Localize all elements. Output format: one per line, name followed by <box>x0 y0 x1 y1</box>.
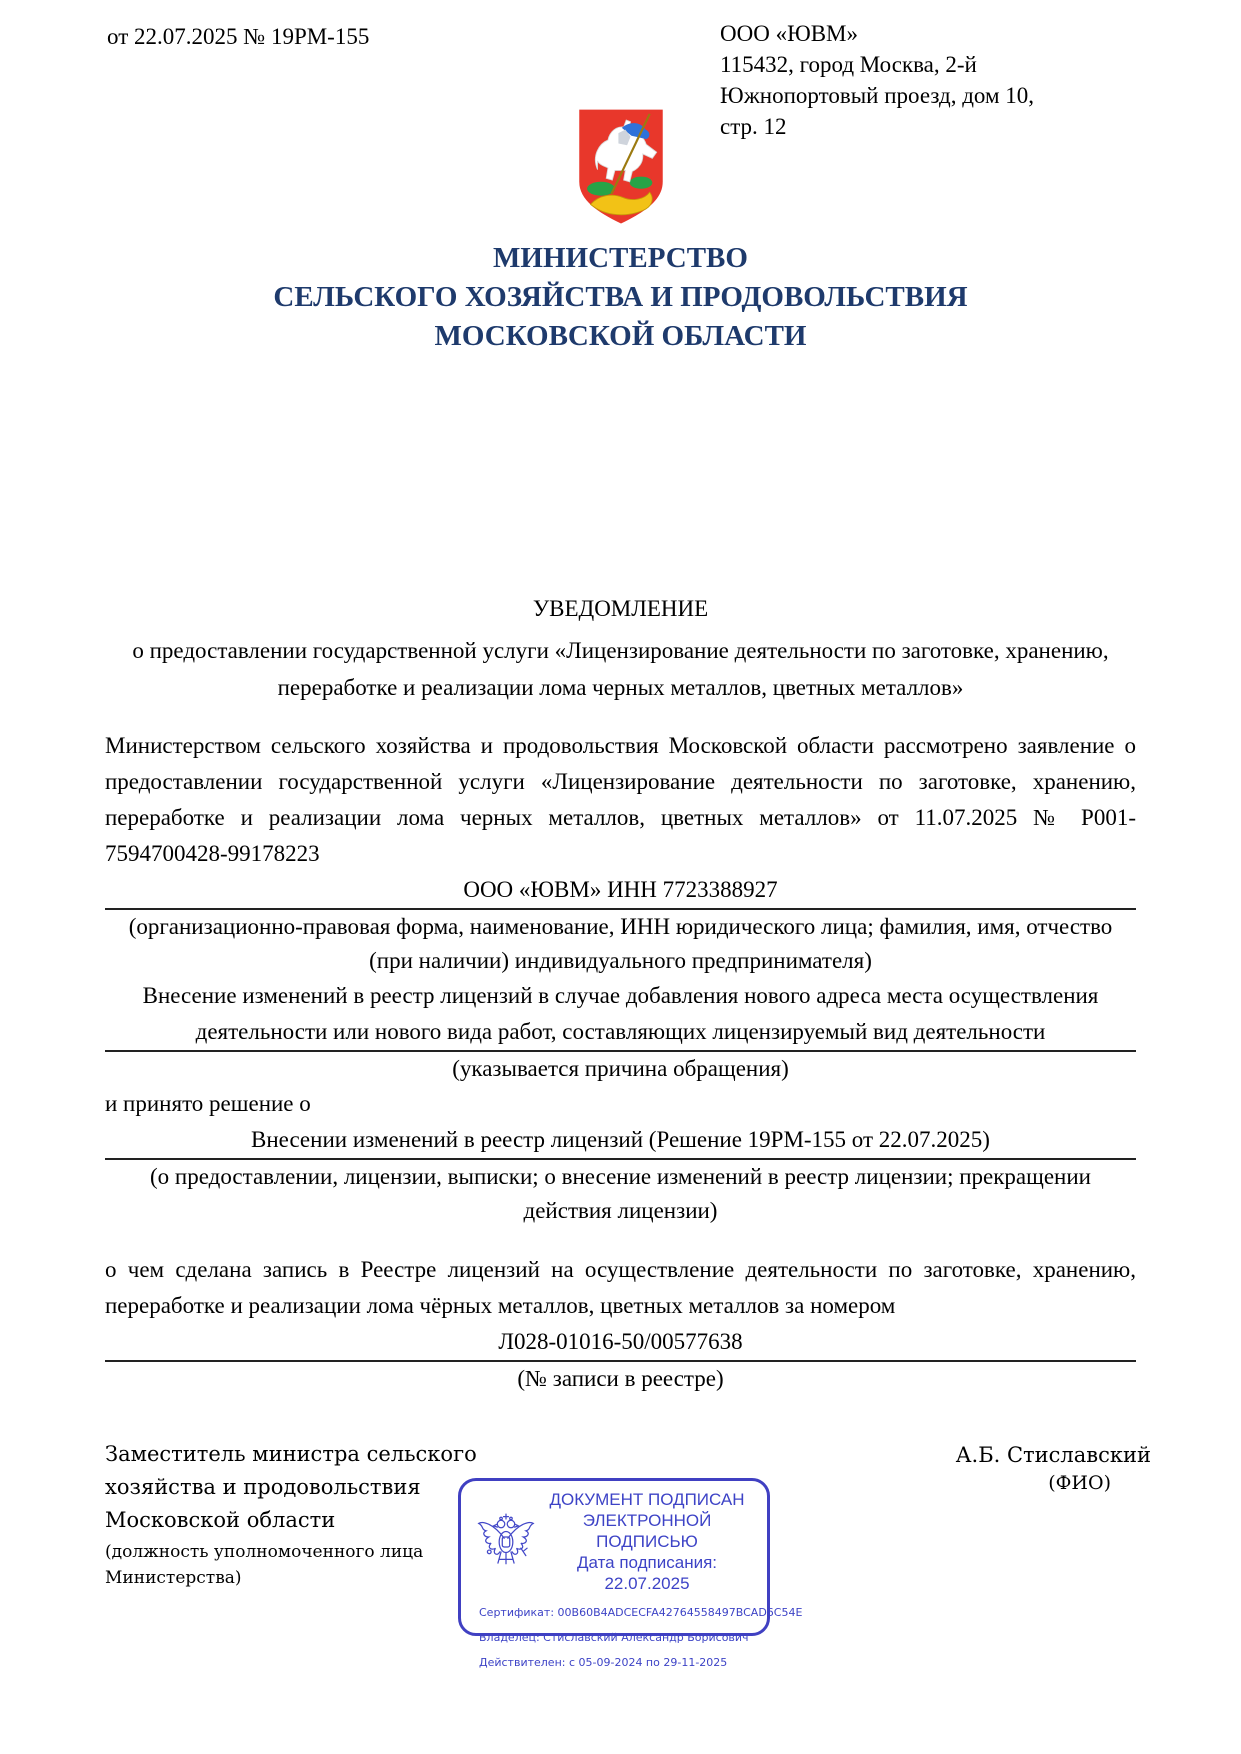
ministry-title-line2: СЕЛЬСКОГО ХОЗЯЙСТВА И ПРОДОВОЛЬСТВИЯ <box>273 281 968 313</box>
stamp-title-line2: ЭЛЕКТРОННОЙ ПОДПИСЬЮ <box>582 1511 712 1551</box>
signatory-name-caption: (ФИО) <box>1048 1472 1111 1494</box>
stamp-owner: Владелец: Стиславский Александр Борисович <box>479 1631 749 1644</box>
applicant-caption: (организационно-правовая форма, наименование, ИНН юридического лица; фамилия, имя, отчество (при наличии) индивидуального предпринимателя) <box>128 914 1113 973</box>
decision-intro: и принято решение о <box>105 1091 311 1116</box>
paragraph-registry: о чем сделана запись в Реестре лицензий на осуществление деятельности по заготовке, хранению, переработке и реализации лома чёрных металлов, цветных металлов за номером <box>105 1257 1136 1318</box>
stamp-title-line1: ДОКУМЕНТ ПОДПИСАН <box>549 1490 745 1509</box>
registry-caption: (№ записи в реестре) <box>517 1366 724 1391</box>
notice-subtitle: о предоставлении государственной услуги «Лицензирование деятельности по заготовке, хранению, переработке и реализации лома черных металлов, цветных металлов» <box>132 638 1109 700</box>
russia-eagle-icon <box>475 1507 537 1577</box>
reference-row <box>105 21 1136 154</box>
reason-caption: (указывается причина обращения) <box>452 1056 789 1081</box>
recipient-address-line2: Южнопортовый проезд, дом 10, <box>720 83 1035 108</box>
ministry-title <box>0 239 1241 356</box>
applicant-line: ООО «ЮВМ» ИНН 7723388927 <box>105 872 1136 910</box>
ministry-title-line1: МИНИСТЕРСТВО <box>493 242 748 274</box>
recipient-address-line1: 115432, город Москва, 2-й <box>720 52 977 77</box>
registry-number-line: Л028-01016-50/00577638 <box>105 1324 1136 1362</box>
recipient-address <box>720 18 1080 142</box>
paragraph-application: Министерством сельского хозяйства и продовольствия Московской области рассмотрено заявление о предоставлении государственной услуги «Лицензирование деятельности по заготовке, хранению, переработке и реализации лома черных металлов, цветных металлов» от 11.07.2025 № Р001-7594700428-99178223 <box>105 733 1136 866</box>
reason-line: Внесение изменений в реестр лицензий в случае добавления нового адреса места осуществления деятельности или нового вида работ, составляющих лицензируемый вид деятельности <box>105 978 1136 1052</box>
recipient-address-line3: стр. 12 <box>720 114 787 139</box>
stamp-validity: Действителен: с 05-09-2024 по 29-11-2025 <box>479 1656 728 1669</box>
signatory-position-caption-line1: (должность уполномоченного лица <box>105 1542 424 1562</box>
decision-line: Внесении изменений в реестр лицензий (Решение 19РМ-155 от 22.07.2025) <box>105 1122 1136 1160</box>
decision-caption: (о предоставлении, лицензии, выписки; о внесение изменений в реестр лицензии; прекращении действия лицензии) <box>150 1164 1091 1223</box>
signatory-position-line3: Московской области <box>105 1508 336 1532</box>
electronic-signature-stamp <box>458 1478 803 1669</box>
stamp-certificate: Сертификат: 00B60B4ADCECFA42764558497BCAD6C54E <box>479 1606 803 1619</box>
signatory-position-line2: хозяйства и продовольствия <box>105 1475 421 1499</box>
signatory-position-line1: Заместитель министра сельского <box>105 1442 477 1466</box>
stamp-signing-date: Дата подписания: 22.07.2025 <box>576 1553 718 1593</box>
ministry-title-line3: МОСКОВСКОЙ ОБЛАСТИ <box>434 320 807 352</box>
signatory-position-caption-line2: Министерства) <box>105 1568 242 1588</box>
recipient-name: ООО «ЮВМ» <box>720 21 859 46</box>
notice-title: УВЕДОМЛЕНИЕ <box>532 596 709 621</box>
document-date-number: от 22.07.2025 № 19РМ-155 <box>107 24 370 49</box>
spacer <box>105 1228 1136 1244</box>
signatory-name: А.Б. Стиславский <box>955 1443 1151 1467</box>
